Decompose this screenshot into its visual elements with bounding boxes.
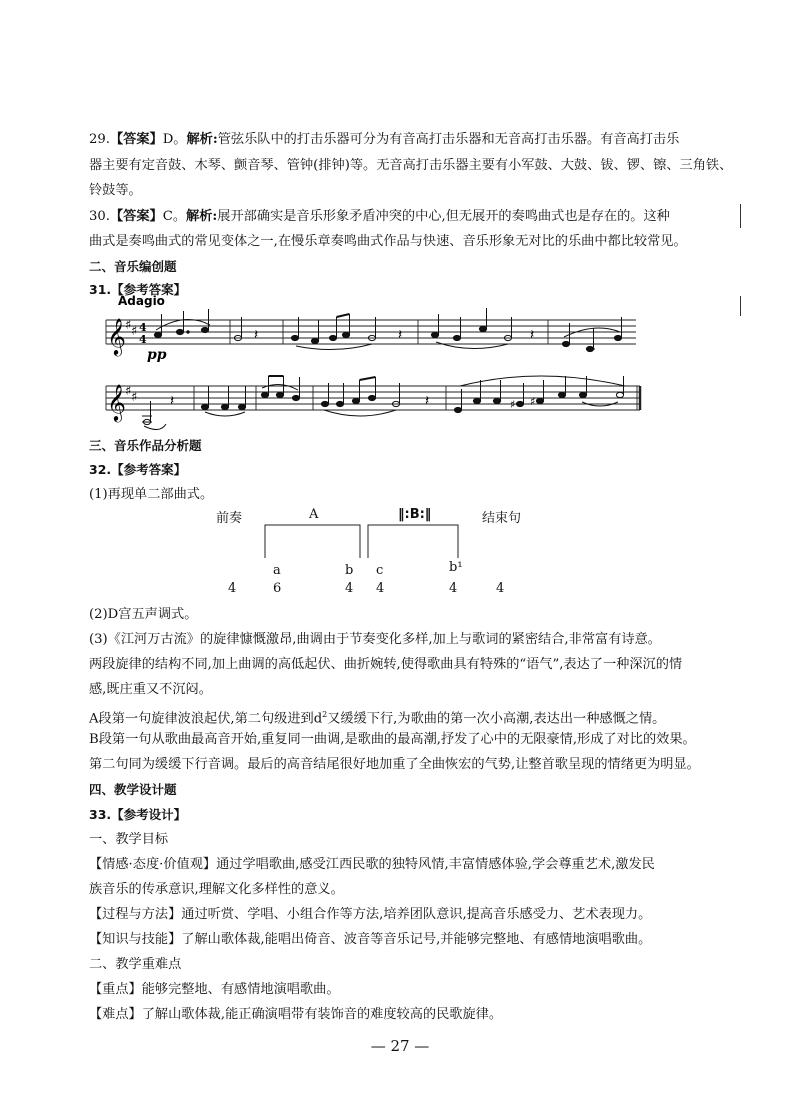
q33-heading-1: 一、教学目标 [89, 832, 169, 847]
form-phrase-b: b [345, 563, 354, 578]
form-bar-count: 4 [345, 581, 354, 596]
q32-p3-line-1: (3)《江河万古流》的旋律慷慨激昂,曲调由于节奏变化多样,加上与歌词的紧密结合,非常富有诗意。 [89, 632, 661, 647]
q29-line-3: 铃鼓等。 [89, 183, 142, 198]
q32-p4-line-2: B段第一句从歌曲最高音开始,重复同一曲调,是歌曲的最高潮,抒发了心中的无限豪情,形成了对比的效果。 [89, 732, 696, 747]
treble-clef-icon: 𝄞 [107, 317, 126, 355]
q33-goal-2: 【过程与方法】通过听赏、学唱、小组合作等方法,培养团队意识,提高音乐感受力、艺术表现力。 [89, 907, 652, 922]
section-2-title: 二、音乐编创题 [89, 259, 177, 274]
section-3-title: 三、音乐作品分析题 [89, 438, 202, 453]
q33-goal-1-line-2: 族音乐的传承意识,理解文化多样性的意义。 [89, 882, 344, 897]
scan-mark [740, 204, 741, 228]
sharp-icon: ♯ [530, 395, 536, 408]
q32-p3-line-2: 两段旋律的结构不同,加上曲调的高低起伏、曲折婉转,使得歌曲具有特殊的“语气”,表达了一种深沉的情 [89, 657, 683, 672]
q30-line-1: 30.【答案】C。解析:展开部确实是音乐形象矛盾冲突的中心,但无展开的奏鸣曲式也是存在的。这种 [89, 209, 670, 224]
q31-label: 31.【参考答案】 [89, 282, 187, 297]
sharp-icon: ♯ [125, 318, 132, 333]
q29-line-2: 器主要有定音鼓、木琴、颤音琴、管钟(排钟)等。无音高打击乐器主要有小军鼓、大鼓、钹、锣、镲、三角铁、 [89, 158, 733, 173]
music-staff-2 [0, 376, 800, 436]
form-intro-label: 前奏 [216, 511, 243, 526]
form-section-b-label: ‖:B:‖ [398, 507, 432, 522]
sharp-icon: ♯ [125, 384, 132, 399]
form-bar-count: 4 [376, 581, 385, 596]
rest-icon: 𝄽 [254, 327, 259, 343]
q33-goal-1-line-1: 【情感·态度·价值观】通过学唱歌曲,感受江西民歌的独特风情,丰富情感体验,学会尊重艺术,激发民 [89, 857, 655, 872]
q32-p3-line-3: 感,既庄重又不沉闷。 [89, 682, 212, 697]
q32-p2: (2)D宫五声调式。 [89, 607, 198, 622]
tempo-marking: Adagio [118, 294, 165, 308]
treble-clef-icon: 𝄞 [107, 383, 126, 421]
page-number: — 27 — [370, 1037, 430, 1055]
sharp-icon: ♯ [131, 324, 138, 339]
q33-heading-2: 二、教学重难点 [89, 957, 182, 972]
time-signature-top: 4 [139, 321, 147, 334]
q32-label: 32.【参考答案】 [89, 462, 187, 477]
q33-key-point: 【重点】能够完整地、有感情地演唱歌曲。 [89, 982, 340, 997]
music-staff-1 [0, 292, 800, 372]
q30-line-2: 曲式是奏鸣曲式的常见变体之一,在慢乐章奏鸣曲式作品与快速、音乐形象无对比的乐曲中都比较常见。 [89, 234, 687, 249]
form-phrase-b1: b¹ [449, 560, 463, 575]
form-bar-count: 4 [496, 581, 505, 596]
dynamic-marking: pp [147, 347, 167, 363]
sharp-icon: ♯ [510, 398, 516, 411]
form-ending-label: 结束句 [482, 511, 522, 526]
section-4-title: 四、教学设计题 [89, 782, 177, 797]
form-bar-count: 4 [449, 581, 458, 596]
time-signature-bottom: 4 [139, 333, 147, 346]
q32-p4-line-1: A段第一句旋律波浪起伏,第二句级进到$d^2$又缓缓下行,为歌曲的第一次小高潮,表达出一种感慨之情。 [89, 710, 666, 727]
rest-icon: 𝄽 [398, 327, 403, 343]
q33-goal-3: 【知识与技能】了解山歌体裁,能唱出倚音、波音等音乐记号,并能够完整地、有感情地演唱歌曲。 [89, 932, 652, 947]
rest-icon: 𝄽 [425, 393, 430, 409]
q33-difficulty: 【难点】了解山歌体裁,能正确演唱带有装饰音的难度较高的民歌旋律。 [89, 1007, 503, 1022]
form-bar-count: 4 [228, 581, 237, 596]
rest-icon: 𝄽 [170, 393, 175, 409]
form-section-a-label: A [309, 507, 319, 522]
q32-p1: (1)再现单二部曲式。 [89, 487, 214, 502]
form-phrase-c: c [376, 563, 384, 578]
q33-label: 33.【参考设计】 [89, 807, 187, 822]
rest-icon: 𝄽 [530, 327, 535, 343]
form-phrase-a: a [273, 563, 281, 578]
form-brackets [0, 520, 800, 560]
sharp-icon: ♯ [131, 390, 138, 405]
q29-line-1: 29.【答案】D。解析:管弦乐队中的打击乐器可分为有音高打击乐器和无音高打击乐器。有音高打击乐 [89, 132, 680, 147]
form-bar-count: 6 [273, 581, 282, 596]
q32-p4-line-3: 第二句同为缓缓下行音调。最后的高音结尾很好地加重了全曲恢宏的气势,让整首歌呈现的情绪更为明显。 [89, 757, 700, 772]
